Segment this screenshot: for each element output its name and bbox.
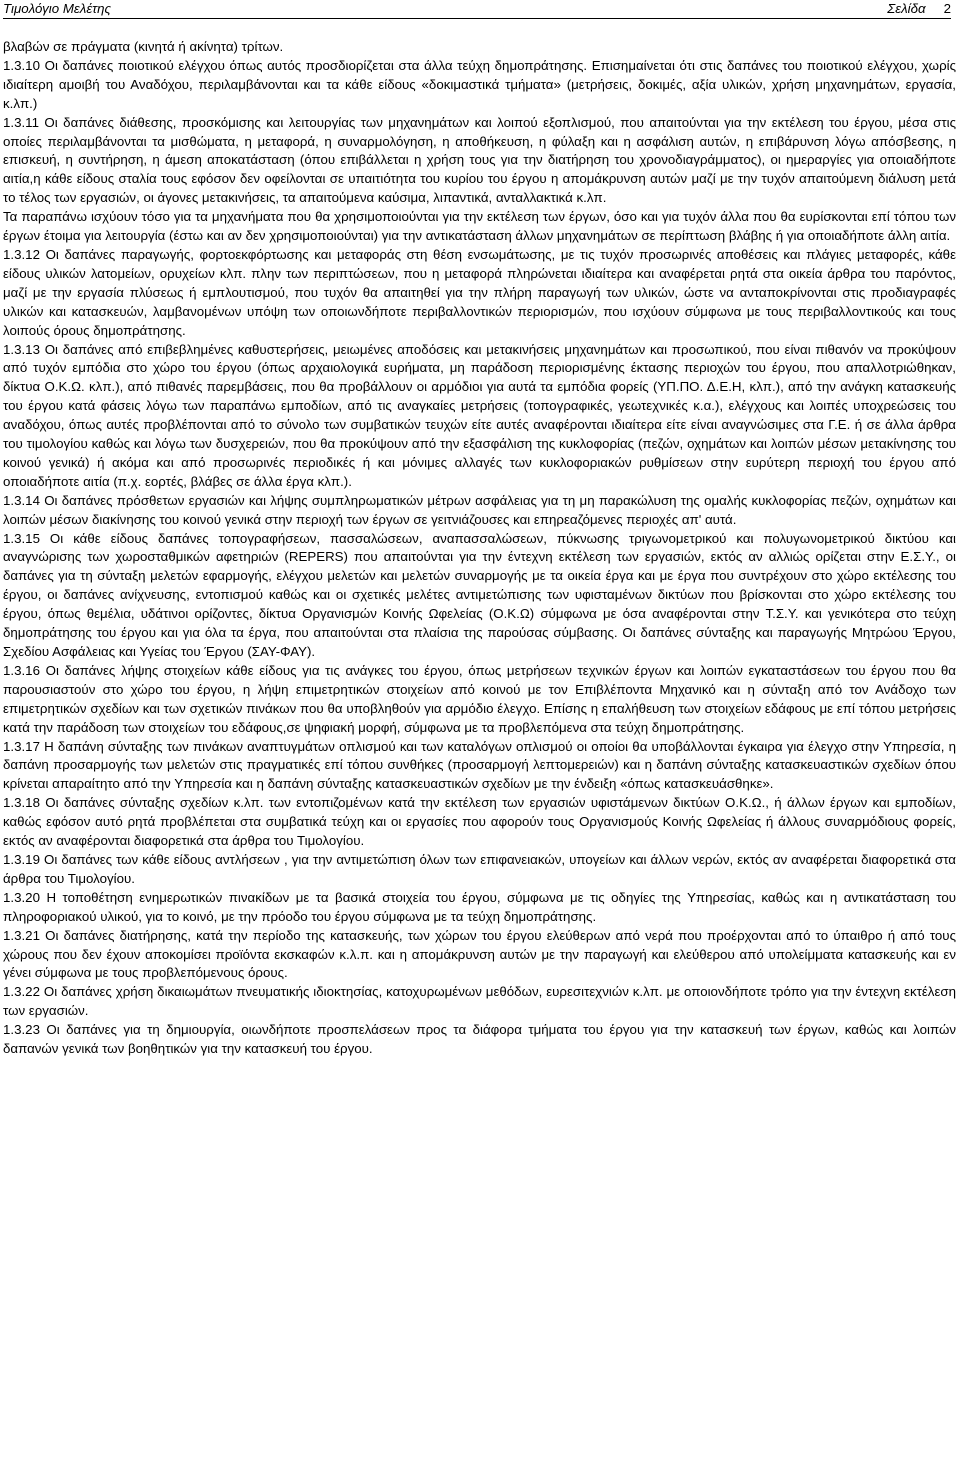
paragraph-machinery-note: Τα παραπάνω ισχύουν τόσο για τα μηχανήματα που θα χρησιμοποιούνται για την εκτέλεση των έργων, όσο και για τυχόν άλλα που θα ευρίσκονται επί τόπου των έργων έτοιμα για λειτουργία (έστω και αν δεν χρησιμοποιούνται) για την αντικατάσταση άλλων μηχανημάτων σε περίπτωση βλάβης ή για οποιαδήποτε άλλη αιτία. bbox=[3, 209, 956, 244]
document-body bbox=[3, 38, 956, 1059]
paragraph-1-3-11: 1.3.11 Οι δαπάνες διάθεσης, προσκόμισης και λειτουργίας των μηχανημάτων και λοιπού εξοπλισμού, που απαιτούνται για την εκτέλεση του έργου, μέσα στις οποίες περιλαμβάνονται τα μισθώματα, η μεταφορά, η συναρμολόγηση, η αποθήκευση, η φύλαξη και η ασφάλιση αυτών, η επιβάρυνση λόγω απόσβεσης, η επισκευή, η συντήρηση, η άμεση αποκατάσταση (όπου επιβάλλεται η χρήση τους για την διατήρηση του χρονοδιαγράμματος), οι ημεραργίες για οποιαδήποτε αιτία,η κάθε είδους σταλία τους εφόσον δεν οφείλονται σε υπαιτιότητα του κυρίου του έργου η απομάκρυνση αυτών μαζί με την τυχόν απαιτούμενη διάλυση μετά το τέλος των εργασιών, οι άγονες μετακινήσεις, τα απαιτούμενα καύσιμα, λιπαντικά, ανταλλακτικά κ.λπ. bbox=[3, 114, 956, 206]
paragraph-1-3-16: 1.3.16 Οι δαπάνες λήψης στοιχείων κάθε είδους για τις ανάγκες του έργου, όπως μετρήσεων τεχνικών έργων και λοιπών εγκαταστάσεων του έργου που θα παρουσιαστούν στο χώρο του έργου, η λήψη επιμετρητικών στοιχείων από κοινού με τον Επιβλέποντα Μηχανικό και η σύνταξη από τον Ανάδοχο των επιμετρητικών σχεδίων και των σχετικών πινάκων που θα υποβληθούν για αρμόδιο έλεγχο. Επίσης η επαλήθευση των στοιχείων εδάφους με επί τόπου μετρήσεις κατά την παράδοση των στοιχείων του εδάφους,σε ψηφιακή μορφή, σύμφωνα με τα προβλεπόμενα στα τεύχη δημοπράτησης. bbox=[3, 662, 956, 735]
page-number: 2 bbox=[943, 1, 951, 16]
paragraph-1-3-19: 1.3.19 Οι δαπάνες των κάθε είδους αντλήσεων , για την αντιμετώπιση όλων των επιφανειακών, υπογείων και άλλων νερών, εκτός αν αναφέρεται διαφορετικά στα άρθρα του Τιμολογίου. bbox=[3, 851, 956, 886]
paragraph-continuation: βλαβών σε πράγματα (κινητά ή ακίνητα) τρίτων. bbox=[3, 39, 284, 54]
paragraph-1-3-10: 1.3.10 Οι δαπάνες ποιοτικού ελέγχου όπως αυτός προσδιορίζεται στα άλλα τεύχη δημοπράτησης. Επισημαίνεται ότι στις δαπάνες του ποιοτικού ελέγχου, χωρίς ιδιαίτερη αμοιβή του Αναδόχου, περιλαμβάνονται και τα κάθε είδους «δοκιμαστικά τμήματα» (μετρήσεις, δοκιμές, αξία υλικών, χρήση μηχανημάτων, εργασία, κ.λπ.) bbox=[3, 57, 956, 111]
paragraph-1-3-14: 1.3.14 Οι δαπάνες πρόσθετων εργασιών και λήψης συμπληρωματικών μέτρων ασφάλειας για τη μη παρακώλυση της ομαλής κυκλοφορίας πεζών, οχημάτων και λοιπών μέσων διακίνησης του κοινού γενικά στην περιοχή των έργων σε γειτνιάζουσες και επηρεαζόμενες περιοχές απ' αυτά. bbox=[3, 492, 956, 527]
paragraph-1-3-13: 1.3.13 Οι δαπάνες από επιβεβλημένες καθυστερήσεις, μειωμένες αποδόσεις και μετακινήσεις μηχανημάτων και προσωπικού, που είναι πιθανόν να προκύψουν από τυχόν εμπόδια στο χώρο του έργου (όπως αρχαιολογικά ευρήματα, μη παράδοση περιορισμένης έκτασης περιοχών του έργου, που απαλλοτριώθηκαν, δίκτυα Ο.Κ.Ω. κλπ.), από πιθανές παρεμβάσεις, που θα προβάλλουν οι αρμόδιοι για αυτά τα εμπόδια φορείς (ΥΠ.ΠΟ. Δ.Ε.Η, κλπ.), από την ανάγκη κατασκευής του έργου κατά φάσεις λόγω των παραπάνω εμποδίων, από τις αναγκαίες μετρήσεις (τοπογραφικές, γεωτεχνικές κ.α.), ελέγχους και λοιπές υποχρεώσεις του αναδόχου, όπως αυτές προβλέπονται από το σύνολο των συμβατικών τευχών είτε αυτές αναφέρονται ιδιαίτερα είτε είναι αναγνώσιμες στα Γ.Ε. ή σε άλλα άρθρα του τιμολογίου καθώς και λόγω των δυσχερειών, που θα προκύψουν από την εξασφάλιση της κυκλοφορίας (πεζών, οχημάτων και λοιπών μέσων μετακίνησης του κοινού γενικά) ή ακόμα και από προσωρινές περιοδικές ή και μόνιμες αλλαγές των κυκλοφοριακών ρυθμίσεων στην ευρύτερη περιοχή του έργου από οποιαδήποτε αιτία (π.χ. εορτές, βλάβες σε άλλα έργα κλπ.). bbox=[3, 341, 956, 489]
paragraph-1-3-21: 1.3.21 Οι δαπάνες διατήρησης, κατά την περίοδο της κατασκευής, των χώρων του έργου ελεύθερων από νερά που προέρχονται από το ύπαιθρο ή από τους χώρους που δεν έχουν αποκομίσει προϊόντα εκσκαφών κ.λ.π. και η απομάκρυνση αυτών με την παραγωγή και ελεύθερου από υπολείμματα κατασκευής και εν γένει σύμφωνα με τους προβλεπόμενους όρους. bbox=[3, 927, 956, 981]
paragraph-1-3-18: 1.3.18 Οι δαπάνες σύνταξης σχεδίων κ.λπ. των εντοπιζομένων κατά την εκτέλεση των εργασιών υφιστάμενων δικτύων Ο.Κ.Ω., ή άλλων έργων και εμποδίων, καθώς εφόσον αυτό ρητά προβλέπεται στα συμβατικά τεύχη και οι εργασίες που αφορούν τους Οργανισμούς Κοινής Ωφελείας ή άλλους συναρμόδιους φορείς, εκτός αν αναφέρονται διαφορετικά στα άρθρα του Τιμολογίου. bbox=[3, 795, 956, 849]
paragraph-1-3-22: 1.3.22 Οι δαπάνες χρήση δικαιωμάτων πνευματικής ιδιοκτησίας, κατοχυρωμένων μεθόδων, ευρεσιτεχνιών κ.λπ. με οποιονδήποτε τρόπο για την έντεχνη εκτέλεση των εργασιών. bbox=[3, 984, 956, 1019]
paragraph-1-3-12: 1.3.12 Οι δαπάνες παραγωγής, φορτοεκφόρτωσης και μεταφοράς στη θέση ενσωμάτωσης, με τις τυχόν προσωρινές αποθέσεις και πλάγιες μεταφορές, κάθε είδους υλικών λατομείων, ορυχείων κλπ. πλην των περιπτώσεων, που η μεταφορά πληρώνεται ιδιαίτερα και αναφέρεται ρητά στα οικεία άρθρα του παρόντος, μαζί με την εργασία πλύσεως ή εμπλουτισμού, που τυχόν θα απαιτηθεί για την πλήρη παραγωγή των υλικών, ώστε να ανταποκρίνονται στις προδιαγραφές υλικών και κατασκευών, λαμβανομένων υπόψη των οποιωνδήποτε περιβαλλοντικών περιορισμών, που ισχύουν σύμφωνα με τους περιβαλλοντικούς και τους λοιπούς όρους δημοπράτησης. bbox=[3, 246, 956, 338]
paragraph-1-3-15: 1.3.15 Οι κάθε είδους δαπάνες τοπογραφήσεων, πασσαλώσεων, αναπασσαλώσεων, πύκνωσης τριγωνομετρικού και πολυγωνομετρικού δικτύου και αναγνώρισης των χωροσταθμικών αφετηριών (REPERS) που απαιτούνται για την έντεχνη εκτέλεση των εργασιών, εκτός αν αλλιώς ορίζεται στην Ε.Σ.Υ., οι δαπάνες για τη σύνταξη μελετών εφαρμογής, ελέγχου μελετών και μελετών συναρμογής με τα οικεία έργα και με έργα που συντρέχουν στο χώρο εκτέλεσης του έργου, οι δαπάνες ανίχνευσης, εντοπισμού καθώς και οι σχετικές μελέτες αντιμετώπισης των υφισταμένων δικτύων που βρίσκονται στο χώρο εκτέλεσης του έργου, όπως θεμέλια, υδάτινοι ορίζοντες, δίκτυα Οργανισμών Κοινής Ωφελείας (Ο.Κ.Ω) σύμφωνα με όσα αναφέρονται στην Τ.Σ.Υ. και γενικότερα στο τεύχη δημοπράτησης του έργου και για όλα τα έργα, που απαιτούνται στα πλαίσια της παρούσας σύμβασης. Οι δαπάνες σύνταξης και παραγωγής Μητρώου Έργου, Σχεδίου Ασφάλειας και Υγείας του Έργου (ΣΑΥ-ΦΑΥ). bbox=[3, 530, 956, 659]
document-title: Τιμολόγιο Μελέτης bbox=[3, 1, 111, 16]
page-indicator bbox=[887, 0, 951, 18]
paragraph-1-3-23: 1.3.23 Οι δαπάνες για τη δημιουργία, οιωνδήποτε προσπελάσεων προς τα διάφορα τμήματα του έργου για την κατασκευή των έργων, καθώς και λοιπών δαπανών γενικά των βοηθητικών για την κατασκευή του έργου. bbox=[3, 1022, 956, 1057]
paragraph-1-3-20: 1.3.20 Η τοποθέτηση ενημερωτικών πινακίδων με τα βασικά στοιχεία του έργου, σύμφωνα με τις οδηγίες της Υπηρεσίας, καθώς και η αντικατάσταση του πληροφοριακού υλικού, για το κοινό, με την πρόοδο του έργου σύμφωνα με τα τεύχη δημοπράτησης. bbox=[3, 889, 956, 924]
paragraph-1-3-17: 1.3.17 Η δαπάνη σύνταξης των πινάκων αναπτυγμάτων οπλισμού και των καταλόγων οπλισμού οι οποίοι θα υποβάλλονται έγκαιρα για έλεγχο στην Υπηρεσία, η δαπάνη προσαρμογής των μελετών στις πραγματικές επί τόπου συνθήκες (προσαρμογή λεπτομερειών) και η δαπάνη σύνταξης κατασκευαστικών σχεδίων όπου κρίνεται απαραίτητο από την Υπηρεσία και η δαπάνη σύνταξης κατασκευαστικών σχεδίων με την ένδειξη «όπως κατασκευάσθηκε». bbox=[3, 738, 956, 792]
page-header bbox=[3, 0, 951, 19]
page-label: Σελίδα bbox=[887, 1, 926, 16]
